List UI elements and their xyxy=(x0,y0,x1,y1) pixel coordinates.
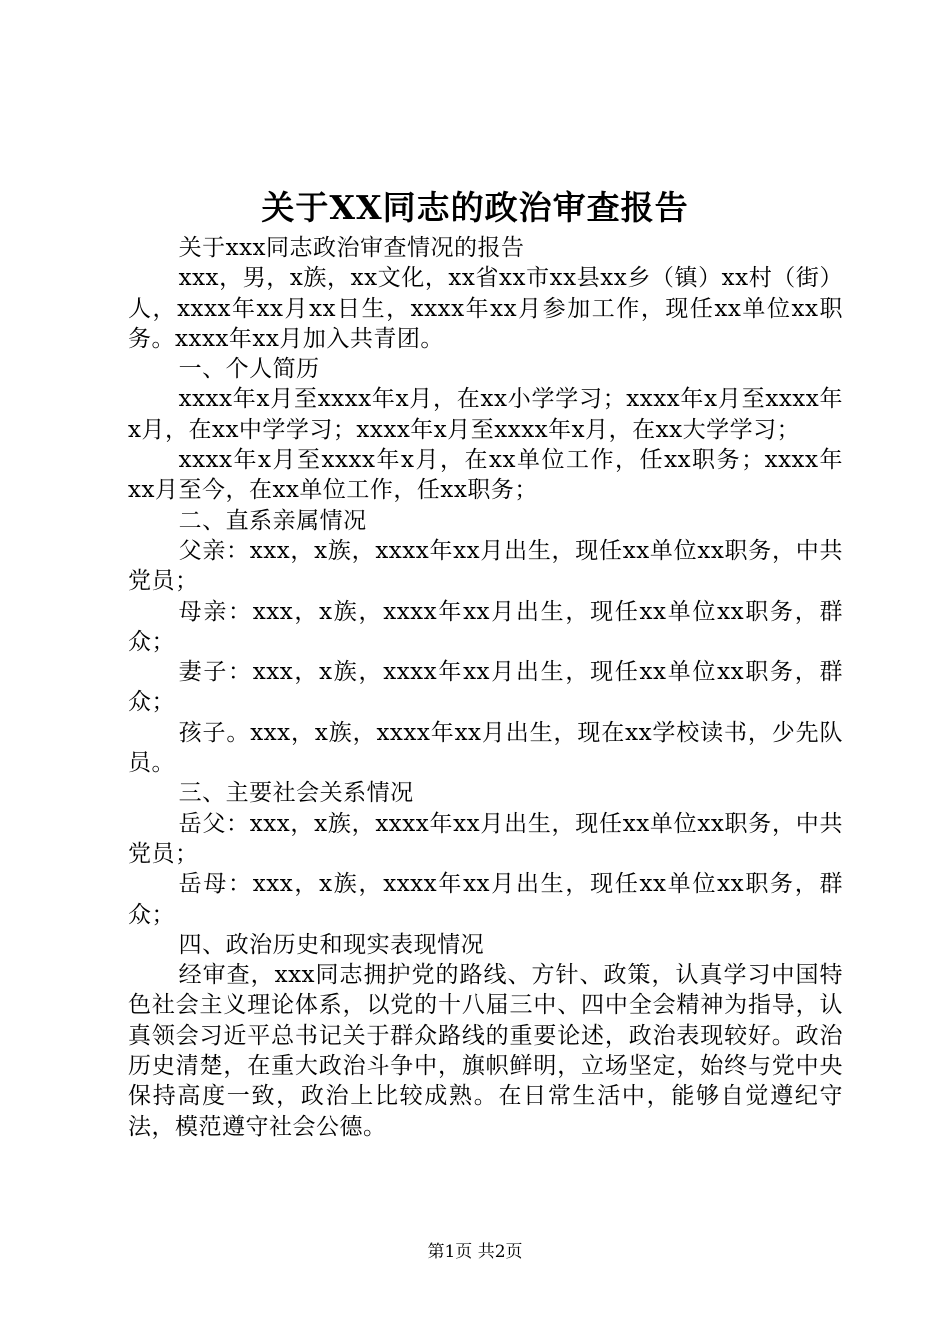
report-heading: 关于xxx同志政治审查情况的报告 xyxy=(178,235,525,261)
document-body xyxy=(128,233,843,1142)
page-footer: 第1页 共2页 xyxy=(427,1242,523,1262)
section-heading-relatives: 二、直系亲属情况 xyxy=(178,507,367,534)
social-father-in-law: 岳父：xxx，x族，xxxx年xx月出生，现任xx单位xx职务，中共党员； xyxy=(128,810,843,867)
personal-info-paragraph: xxx，男，x族，xx文化，xx省xx市xx县xx乡（镇）xx村（街）人，xxxx年xx月xx日生，xxxx年xx月参加工作，现任xx单位xx职务。xxxx年xx月加入共青团。 xyxy=(128,265,843,352)
document-title: 关于XX同志的政治审查报告 xyxy=(261,188,689,227)
relative-father: 父亲：xxx，x族，xxxx年xx月出生，现任xx单位xx职务，中共党员； xyxy=(128,537,843,595)
section-heading-social: 三、主要社会关系情况 xyxy=(178,780,414,807)
relative-mother: 母亲：xxx，x族，xxxx年xx月出生，现任xx单位xx职务，群众； xyxy=(128,598,843,655)
relative-wife: 妻子：xxx，x族，xxxx年xx月出生，现任xx单位xx职务，群众； xyxy=(128,659,843,716)
relative-child: 孩子。xxx，x族，xxxx年xx月出生，现在xx学校读书，少先队员。 xyxy=(128,719,843,777)
resume-education-paragraph: xxxx年x月至xxxx年x月，在xx小学学习；xxxx年x月至xxxx年x月，在xx中学学习；xxxx年x月至xxxx年x月，在xx大学学习； xyxy=(128,386,843,443)
resume-work-paragraph: xxxx年x月至xxxx年x月，在xx单位工作，任xx职务；xxxx年xx月至今，在xx单位工作，任xx职务； xyxy=(128,447,843,504)
section-heading-political: 四、政治历史和现实表现情况 xyxy=(178,931,485,958)
political-review-paragraph: 经审查，xxx同志拥护党的路线、方针、政策，认真学习中国特色社会主义理论体系，以党的十八届三中、四中全会精神为指导，认真领会习近平总书记关于群众路线的重要论述，政治表现较好。政治历史清楚，在重大政治斗争中，旗帜鲜明，立场坚定，始终与党中央保持高度一致，政治上比较成熟。在日常生活中，能够自觉遵纪守法，模范遵守社会公德。 xyxy=(128,962,843,1140)
section-heading-resume: 一、个人简历 xyxy=(178,356,320,383)
social-mother-in-law: 岳母：xxx，x族，xxxx年xx月出生，现任xx单位xx职务，群众； xyxy=(128,871,843,928)
